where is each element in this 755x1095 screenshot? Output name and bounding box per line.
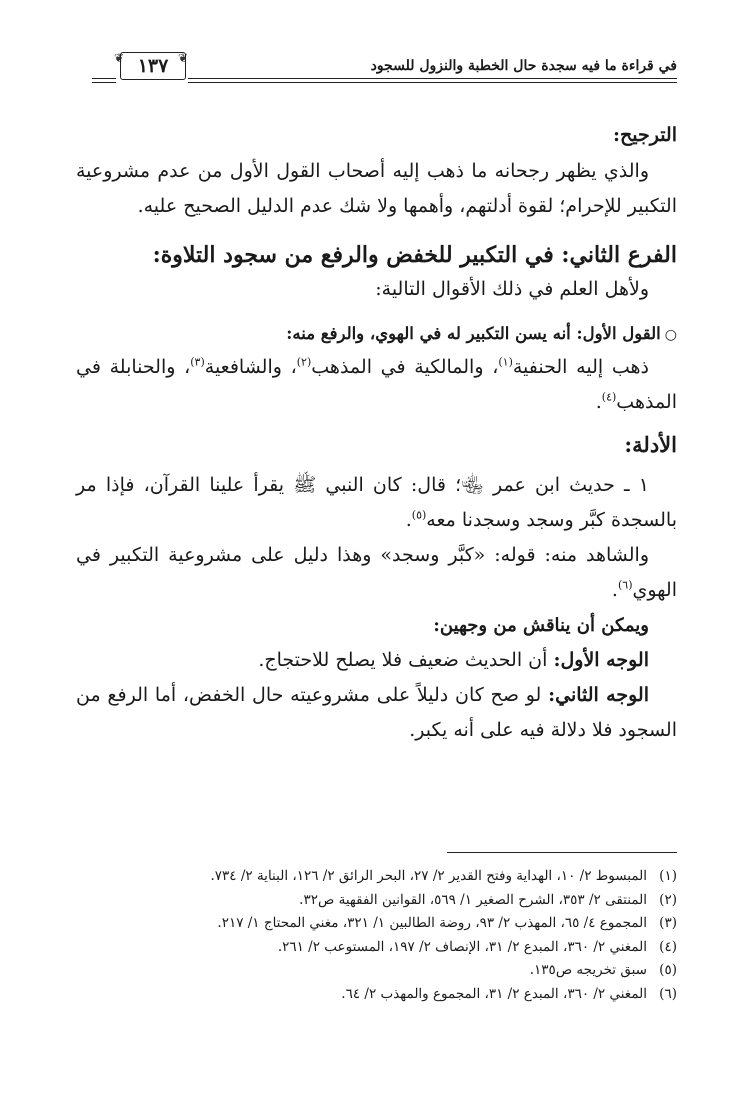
- objection-heading: ويمكن أن يناقش من وجهين:: [433, 615, 649, 636]
- footnote-ref: (١): [498, 355, 513, 369]
- circle-bullet-icon: ○: [664, 327, 677, 343]
- header-rule: [92, 78, 116, 79]
- footnote-ref: (٥): [411, 508, 427, 522]
- footnote-number: (٦): [659, 985, 677, 1002]
- footnote-number: (٣): [659, 915, 677, 931]
- footnote-text: المغني ٢/ ٣٦٠، المبدع ٢/ ٣١، المجموع والمهذب ٢/ ٦٤.: [341, 985, 647, 1002]
- text-run: ، والحنابلة في المذهب: [76, 356, 677, 413]
- branch-intro: ولأهل العلم في ذلك الأقوال التالية:: [375, 278, 649, 300]
- ornament-icon: ❦: [178, 51, 189, 65]
- text-run: .: [611, 579, 618, 601]
- aspect-label: الوجه الثاني:: [548, 684, 649, 706]
- footnote-ref: (٤): [601, 390, 617, 404]
- ornament-icon: ❦: [114, 51, 125, 65]
- footnote-text: المغني ٢/ ٣٦٠، المبدع ٢/ ٣١، الإنصاف ٢/ ١٩٧، المستوعب ٢/ ٢٦١.: [277, 938, 647, 955]
- evidence-heading: الأدلة:: [624, 432, 677, 457]
- footnote-number: (١): [659, 868, 677, 884]
- tarjih-heading: الترجيح:: [612, 124, 677, 146]
- footnote-number: (٤): [659, 938, 677, 955]
- footnote: [76, 959, 677, 983]
- footnote-ref: (٣): [190, 355, 205, 369]
- text-run: ذهب إليه الحنفية: [512, 356, 649, 378]
- header-rule: [188, 82, 677, 83]
- aspect-one: [76, 643, 677, 678]
- header-rule: [188, 78, 677, 79]
- page-header: [92, 50, 677, 86]
- footnote-text: المنتقى ٢/ ٣٥٣، الشرح الصغير ١/ ٥٦٩، القوانين الفقهية ص٣٢.: [299, 891, 647, 908]
- main-text: [76, 120, 677, 748]
- footnote: [76, 889, 677, 913]
- footnote: [76, 865, 677, 889]
- header-rule: [92, 82, 116, 83]
- witness-paragraph: [76, 538, 677, 608]
- footnote-ref: (٦): [617, 578, 633, 592]
- footnote-text: المجموع ٤/ ٦٥، المهذب ٢/ ٩٣، روضة الطالبين ١/ ٣٢١، مغني المحتاج ١/ ٢١٧.: [217, 915, 647, 931]
- footnote-ref: (٢): [296, 355, 312, 369]
- aspect-text: لو صح كان دليلاً على مشروعيته حال الخفض، أما الرفع من السجود فلا دلالة فيه على أنه يكبر.: [76, 684, 677, 741]
- tarjih-paragraph: والذي يظهر رجحانه ما ذهب إليه أصحاب القول الأول من عدم مشروعية التكبير للإحرام؛ لقوة أدلتهم، وأهمها ولا شك عدم الدليل الصحيح عليه.: [76, 160, 677, 217]
- branch-heading: الفرع الثاني: في التكبير للخفض والرفع من سجود التلاوة:: [152, 242, 677, 268]
- footnote: [76, 983, 677, 1007]
- footnote-number: (٢): [659, 891, 677, 908]
- aspect-two: [76, 678, 677, 748]
- footnote-number: (٥): [659, 962, 677, 978]
- footnote: [76, 936, 677, 960]
- text-run: .: [595, 391, 602, 413]
- footnote-text: سبق تخريجه ص١٣٥.: [529, 962, 647, 978]
- running-title: في قراءة ما فيه سجدة حال الخطبة والنزول للسجود: [370, 58, 677, 74]
- footnote-rule: [447, 852, 677, 853]
- text-run: ، والمالكية في المذهب: [311, 356, 499, 378]
- aspect-text: أن الحديث ضعيف فلا يصلح للاحتجاج.: [258, 649, 548, 671]
- text-run: ١ ـ حديث ابن عمر ﵄؛ قال: كان النبي ﷺ يقرأ علينا القرآن، فإذا مر بالسجدة كبَّر وسجد وسجدنا معه: [76, 474, 677, 531]
- footnote: [76, 912, 677, 936]
- text-run: ، والشافعية: [204, 356, 297, 378]
- aspect-label: الوجه الأول:: [553, 649, 649, 671]
- opinion-heading-text: القول الأول: أنه يسن التكبير له في الهوي، والرفع منه:: [286, 324, 661, 343]
- opinion-heading: [76, 319, 677, 350]
- text-run: .: [405, 509, 412, 531]
- opinion-paragraph: [76, 350, 677, 420]
- footnote-text: المبسوط ٢/ ١٠، الهداية وفتح القدير ٢/ ٢٧، البحر الرائق ٢/ ١٢٦، البناية ٢/ ٧٣٤.: [210, 868, 647, 884]
- text-run: والشاهد منه: قوله: «كبَّر وسجد» وهذا دليل على مشروعية التكبير في الهوي: [76, 544, 677, 601]
- hadith-paragraph: [76, 468, 677, 538]
- page-number: ١٣٧: [120, 52, 186, 80]
- footnotes: [76, 852, 677, 1006]
